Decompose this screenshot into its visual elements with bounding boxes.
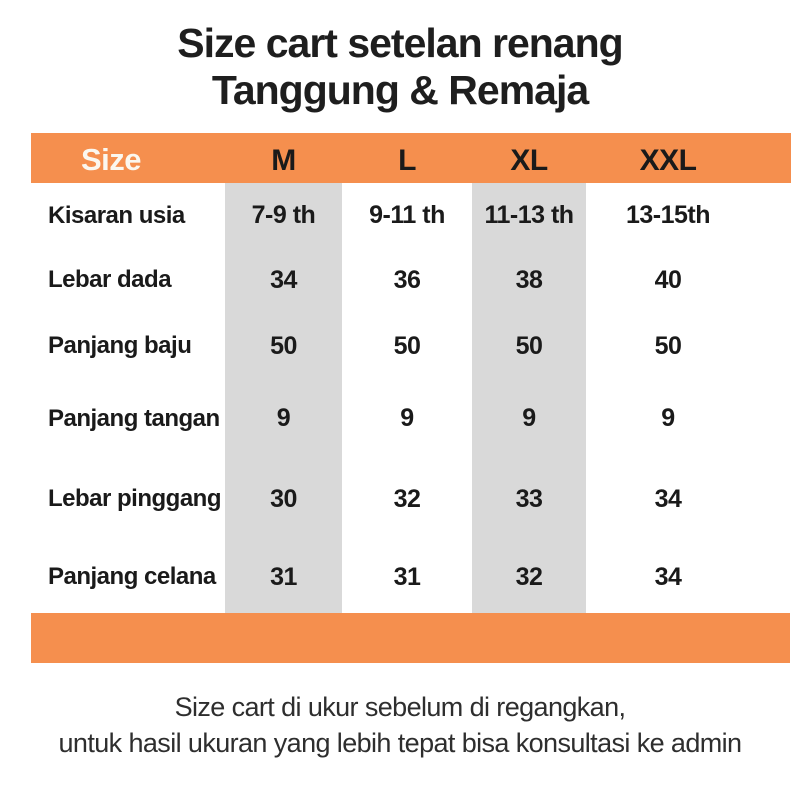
row-label: Panjang celana: [48, 563, 216, 590]
cell-value-xl: 11-13 th: [484, 201, 574, 229]
table-body: [31, 183, 791, 613]
cell-value-xl: 38: [515, 265, 543, 294]
cell-value-xl: 9: [522, 404, 536, 432]
cell-value-xl: 32: [515, 562, 543, 591]
row-label: Panjang baju: [48, 332, 192, 359]
table-row-panjang-tangan: [31, 380, 791, 457]
cell-value-xxl: 34: [654, 562, 682, 591]
cell-value-l: 36: [393, 265, 421, 294]
cell-value-xl: 50: [515, 331, 543, 360]
table-footer-bar: [31, 613, 790, 663]
column-header-l: L: [398, 143, 416, 177]
table-header-bar: [31, 133, 791, 183]
row-label: Kisaran usia: [48, 201, 185, 229]
column-header-xxl: XXL: [639, 143, 697, 177]
cell-value-l: 9-11 th: [369, 201, 445, 229]
page-title: [0, 0, 800, 114]
cell-value-xxl: 13-15th: [625, 201, 711, 229]
row-label: Panjang tangan: [48, 404, 220, 432]
page-title-line-1: Size cart setelan renang: [177, 20, 623, 66]
cell-value-m: 50: [270, 331, 297, 360]
cell-value-l: 9: [400, 404, 414, 432]
footer-note-line-1: Size cart di ukur sebelum di regangkan,: [174, 692, 626, 722]
column-header-m: M: [271, 143, 296, 177]
cell-value-xxl: 40: [654, 265, 682, 294]
cell-value-l: 31: [393, 562, 421, 591]
cell-value-m: 34: [270, 265, 297, 294]
cell-value-m: 31: [270, 562, 297, 591]
cell-value-m: 9: [276, 404, 291, 432]
row-label: Lebar dada: [48, 266, 172, 293]
page-title-line-2: Tanggung & Remaja: [211, 67, 589, 113]
cell-value-m: 7-9 th: [251, 201, 316, 229]
table-row-kisaran-usia: [31, 183, 791, 248]
cell-value-xxl: 9: [661, 404, 675, 432]
table-row-lebar-pinggang: [31, 457, 791, 541]
cell-value-xxl: 50: [654, 331, 682, 360]
table-row-panjang-baju: [31, 312, 791, 380]
cell-value-l: 32: [393, 484, 421, 513]
cell-value-xl: 33: [515, 484, 543, 513]
size-table: [31, 133, 791, 663]
footer-note: [0, 689, 800, 761]
corner-label-size: Size: [80, 142, 142, 177]
table-row-panjang-celana: [31, 541, 791, 613]
cell-value-xxl: 34: [654, 484, 682, 513]
cell-value-m: 30: [270, 484, 297, 513]
footer-note-line-2: untuk hasil ukuran yang lebih tepat bisa konsultasi ke admin: [58, 728, 742, 758]
table-row-lebar-dada: [31, 248, 791, 312]
column-header-xl: XL: [510, 143, 548, 177]
row-label: Lebar pinggang: [48, 485, 221, 512]
cell-value-l: 50: [393, 331, 421, 360]
